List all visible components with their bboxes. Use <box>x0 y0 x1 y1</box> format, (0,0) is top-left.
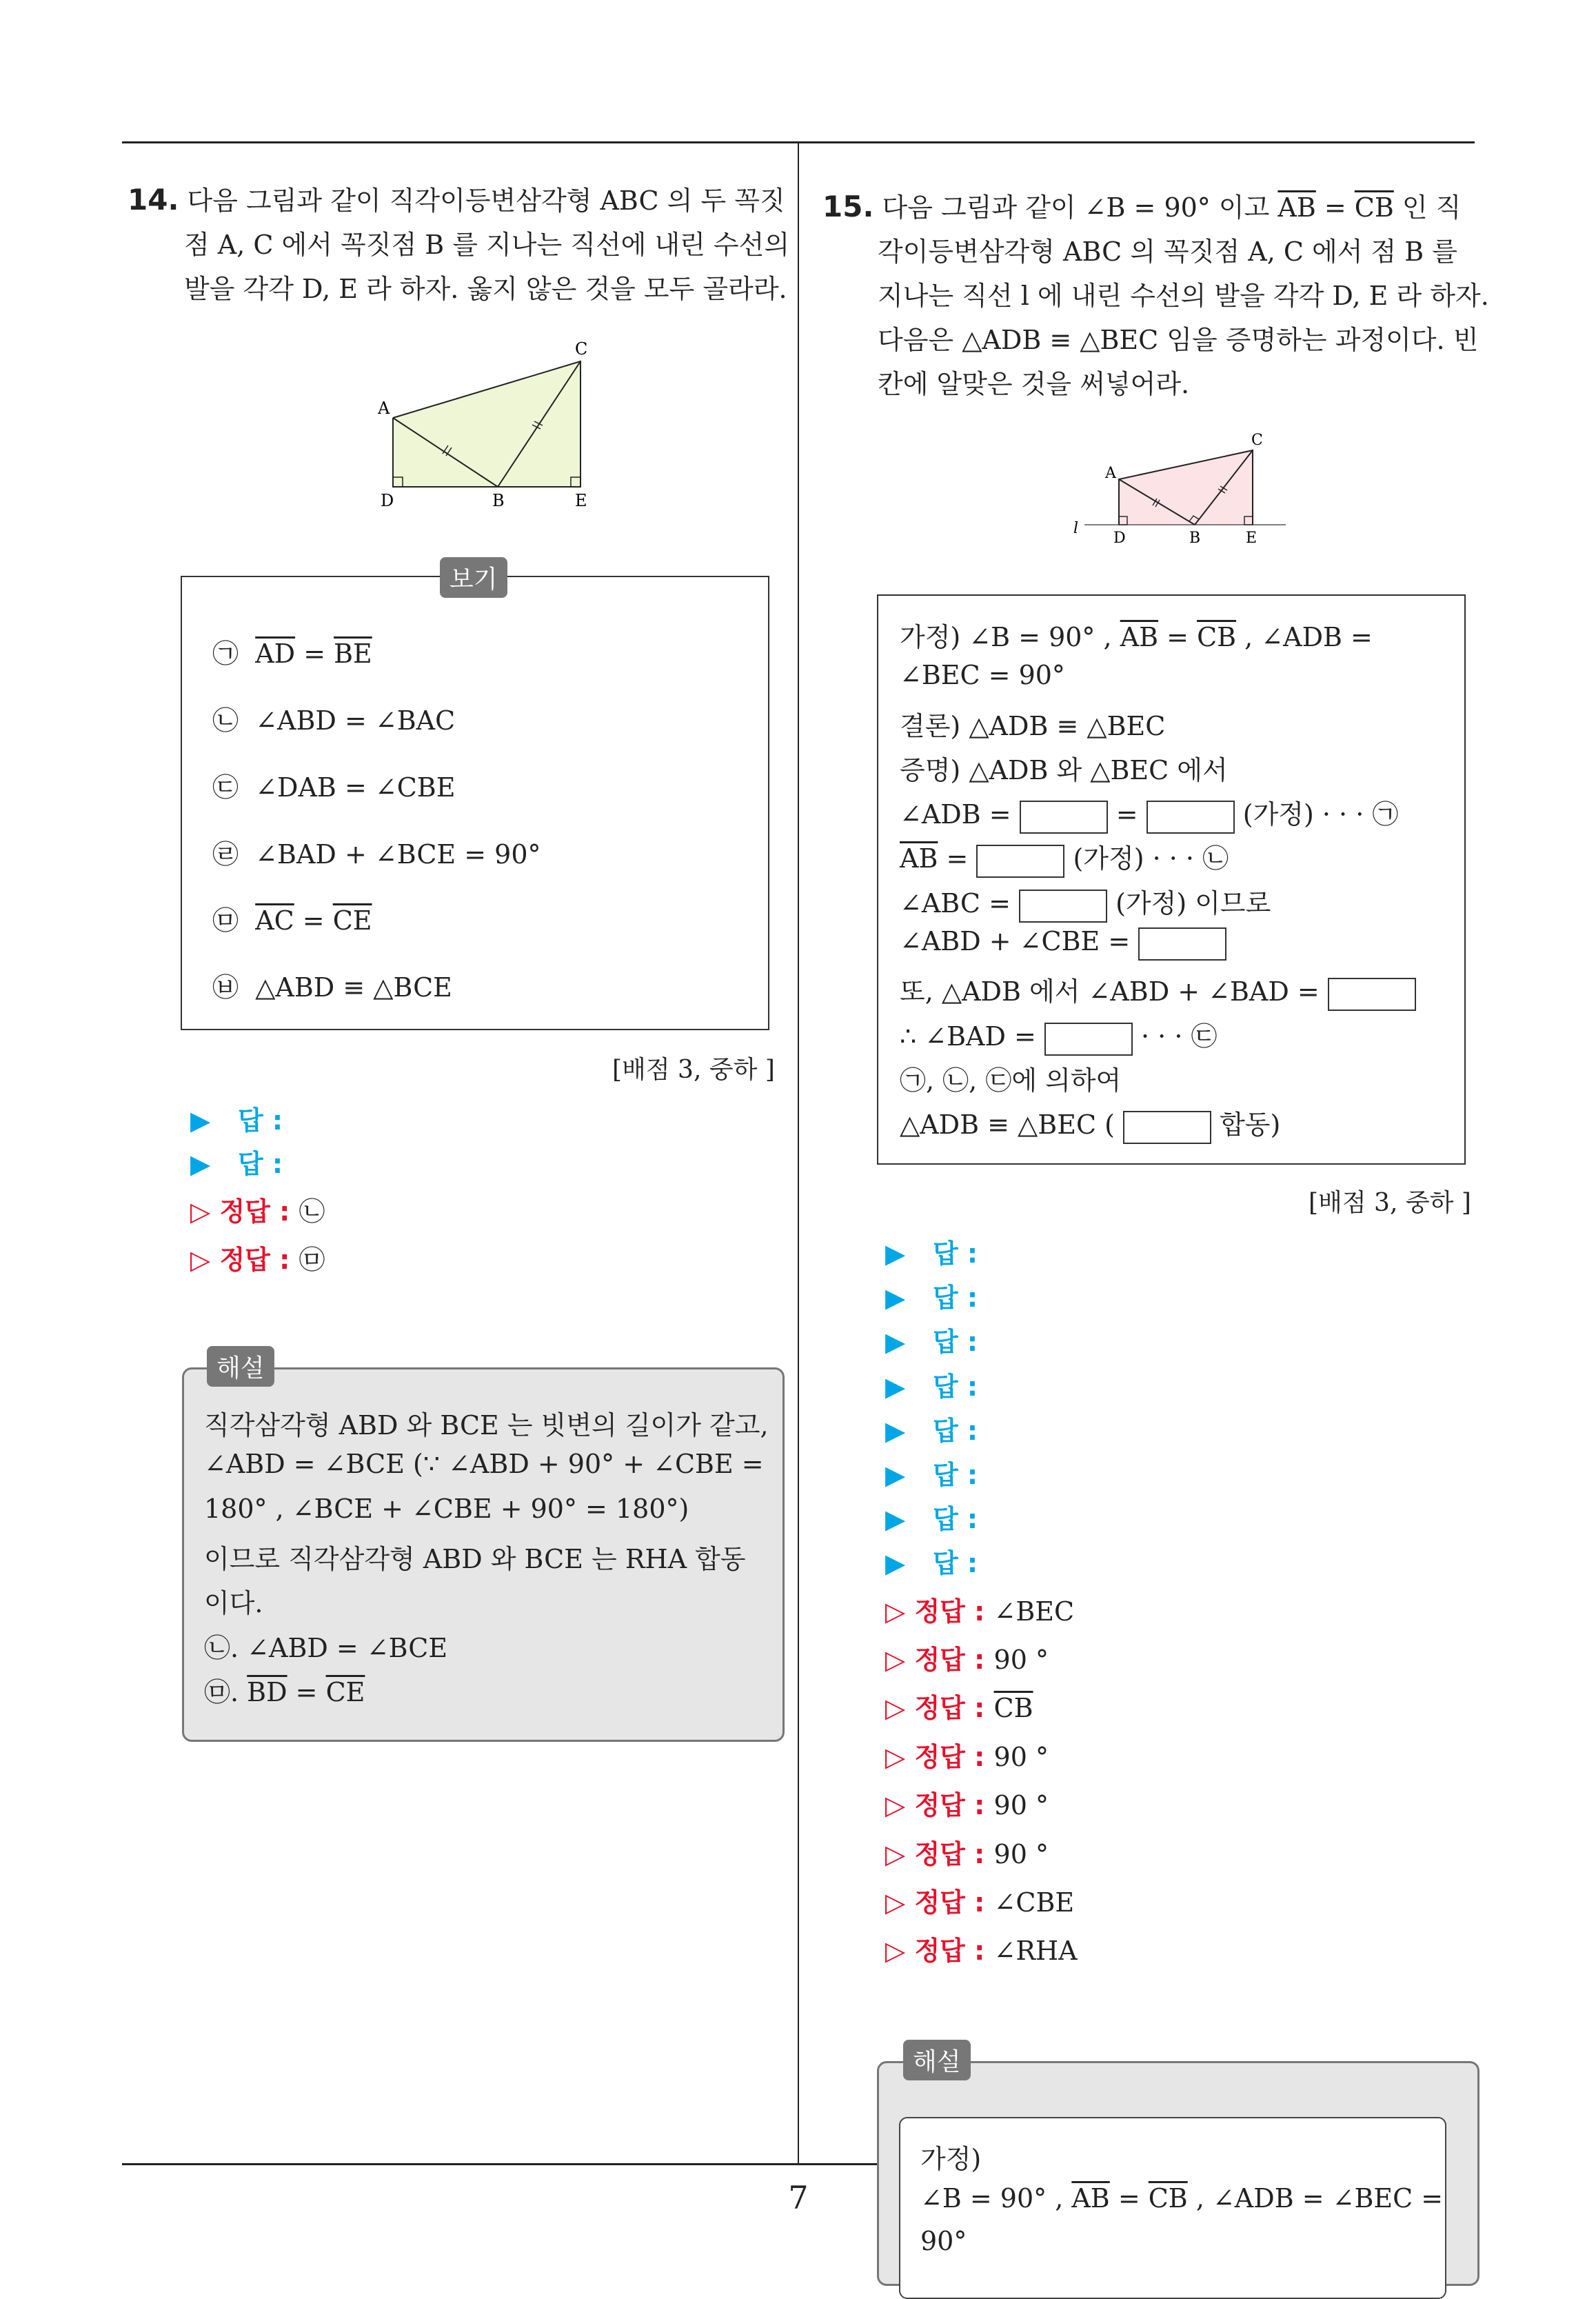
proof-line-9: 또, △ADB 에서 ∠ABD + ∠BAD = <box>900 970 1416 1011</box>
play-icon: ▶ <box>885 1548 906 1578</box>
option-4: ㉣ ∠BAD + ∠BCE = 90° <box>212 839 541 870</box>
play-icon: ▶ <box>885 1416 906 1446</box>
blank-box-1[interactable] <box>1020 801 1108 834</box>
score-label-15: [배점 3, 중하 ] <box>1309 1189 1471 1217</box>
correct-answer-15-2: ▷ 정답 : 90 ° <box>885 1645 1049 1675</box>
outline-triangle-icon: ▷ <box>885 1742 906 1772</box>
outline-triangle-icon: ▷ <box>885 1936 906 1966</box>
solution-line: 가정) <box>920 2144 982 2174</box>
solution-line: ㉡. ∠ABD = ∠BCE <box>204 1633 448 1663</box>
bogi-tag: 보기 <box>440 557 507 598</box>
solution-line: ∠ABD = ∠BCE (∵ ∠ABD + 90° + ∠CBE = <box>204 1449 764 1479</box>
solution-line: ∠B = 90° , $\overline{AB} = \overline{CB}$ , ∠ADB = ∠BEC = <box>920 2183 1444 2213</box>
solution-line: 90° <box>920 2226 967 2256</box>
outline-triangle-icon: ▷ <box>885 1645 906 1675</box>
question-15-line-4: 다음은 △ADB ≡ △BEC 임을 증명하는 과정이다. 빈 <box>878 325 1479 355</box>
blank-box-8[interactable] <box>1123 1111 1211 1144</box>
vertex-label-a: A <box>1105 465 1116 482</box>
blank-box-6[interactable] <box>1328 978 1416 1011</box>
vertex-label-a: A <box>378 399 390 418</box>
correct-answer-14-1: ▷ 정답 : ㉡ <box>190 1196 325 1227</box>
question-number: 15. <box>822 190 874 223</box>
play-icon: ▶ <box>885 1283 906 1313</box>
column-divider <box>798 143 799 2165</box>
vertex-label-c: C <box>575 339 588 359</box>
play-icon: ▶ <box>885 1372 906 1402</box>
correct-answer-15-6: ▷ 정답 : 90 ° <box>885 1839 1049 1869</box>
play-icon: ▶ <box>885 1327 906 1357</box>
vertex-label-b: B <box>1189 530 1201 547</box>
solution-tag-14: 해설 <box>207 1346 274 1387</box>
answer-field-15-7[interactable]: ▶ 답 : <box>885 1504 978 1534</box>
question-15-line-1: 15. 다음 그림과 같이 ∠B = 90° 이고 $\overline{AB} = \overline{CB}$ 인 직 <box>822 190 1462 223</box>
question-number: 14. <box>128 183 179 217</box>
proof-line-7: ∠ABC = (가정) 이므로 <box>900 882 1271 923</box>
blank-box-2[interactable] <box>1147 801 1235 834</box>
proof-line-12: △ADB ≡ △BEC ( 합동) <box>900 1103 1280 1144</box>
vertex-label-d: D <box>1113 530 1126 547</box>
answer-field-15-6[interactable]: ▶ 답 : <box>885 1460 978 1490</box>
score-label-14: [배점 3, 중하 ] <box>612 1056 775 1084</box>
triangle-figure-15 <box>1065 424 1300 548</box>
answer-field-15-2[interactable]: ▶ 답 : <box>885 1283 978 1313</box>
vertex-label-e: E <box>575 491 587 510</box>
question-15-line-2: 각이등변삼각형 ABC 의 꼭짓점 A, C 에서 점 B 를 <box>878 237 1458 267</box>
answer-field-15-3[interactable]: ▶ 답 : <box>885 1327 978 1357</box>
proof-line-3: 결론) △ADB ≡ △BEC <box>900 711 1166 741</box>
page-number: 7 <box>788 2179 809 2216</box>
question-15-line-5: 칸에 알맞은 것을 써넣어라. <box>878 369 1190 399</box>
proof-line-6: $\overline{AB}$ = (가정) · · · ㉡ <box>900 837 1229 878</box>
blank-box-4[interactable] <box>1019 890 1107 923</box>
solution-line: 180° , ∠BCE + ∠CBE + 90° = 180°) <box>204 1494 689 1524</box>
question-14-line-1: 14. 다음 그림과 같이 직각이등변삼각형 ABC 의 두 꼭짓 <box>128 183 785 217</box>
play-icon: ▶ <box>885 1238 906 1269</box>
question-15 <box>822 185 1489 406</box>
answer-field-15-1[interactable]: ▶ 답 : <box>885 1238 978 1269</box>
correct-answer-15-8: ▷ 정답 : ∠RHA <box>885 1936 1078 1966</box>
proof-line-2: ∠BEC = 90° <box>900 660 1065 690</box>
outline-triangle-icon: ▷ <box>885 1887 906 1918</box>
line-label-l: l <box>1073 520 1079 537</box>
answer-field-15-5[interactable]: ▶ 답 : <box>885 1416 978 1446</box>
play-icon: ▶ <box>190 1105 211 1136</box>
question-14 <box>128 178 789 311</box>
question-15-line-3: 지나는 직선 l 에 내린 수선의 발을 각각 D, E 라 하자. <box>878 281 1489 311</box>
option-3: ㉢ ∠DAB = ∠CBE <box>212 772 456 803</box>
option-1: ㉠ $\overline{AD} = \overline{BE}$ <box>212 639 372 669</box>
blank-box-3[interactable] <box>976 845 1064 878</box>
outline-triangle-icon: ▷ <box>885 1596 906 1627</box>
correct-answer-15-3: ▷ 정답 : $\overline{CB}$ <box>885 1693 1033 1723</box>
answer-field-15-8[interactable]: ▶ 답 : <box>885 1548 978 1578</box>
blank-box-5[interactable] <box>1138 927 1226 961</box>
answer-field-14-1[interactable]: ▶ 답 : <box>190 1105 283 1136</box>
vertex-label-b: B <box>492 491 505 510</box>
proof-line-11: ㉠, ㉡, ㉢에 의하여 <box>900 1065 1122 1096</box>
triangle-figure-14 <box>365 338 614 517</box>
question-14-line-3: 발을 각각 D, E 라 하자. 옳지 않은 것을 모두 골라라. <box>184 274 787 304</box>
question-14-line-2: 점 A, C 에서 꼭짓점 B 를 지나는 직선에 내린 수선의 <box>184 230 790 260</box>
play-icon: ▶ <box>190 1149 211 1179</box>
solution-line: 직각삼각형 ABD 와 BCE 는 빗변의 길이가 같고, <box>204 1410 769 1440</box>
correct-answer-15-5: ▷ 정답 : 90 ° <box>885 1790 1049 1820</box>
proof-line-8: ∠ABD + ∠CBE = <box>900 926 1226 961</box>
solution-line: 이다. <box>204 1588 263 1618</box>
correct-answer-14-2: ▷ 정답 : ㉤ <box>190 1245 325 1275</box>
play-icon: ▶ <box>885 1504 906 1534</box>
proof-line-1: 가정) ∠B = 90° , $\overline{AB} = \overline{CB}$ , ∠ADB = <box>900 622 1373 652</box>
outline-triangle-icon: ▷ <box>190 1196 211 1227</box>
correct-answer-15-7: ▷ 정답 : ∠CBE <box>885 1887 1075 1918</box>
play-icon: ▶ <box>885 1460 906 1490</box>
outline-triangle-icon: ▷ <box>885 1693 906 1723</box>
proof-line-4: 증명) △ADB 와 △BEC 에서 <box>900 755 1228 785</box>
option-5: ㉤ $\overline{AC} = \overline{CE}$ <box>212 905 372 936</box>
answer-field-15-4[interactable]: ▶ 답 : <box>885 1372 978 1402</box>
outline-triangle-icon: ▷ <box>190 1245 211 1275</box>
correct-answer-15-1: ▷ 정답 : ∠BEC <box>885 1596 1075 1627</box>
outline-triangle-icon: ▷ <box>885 1790 906 1820</box>
blank-box-7[interactable] <box>1044 1023 1133 1056</box>
proof-line-10: ∴ ∠BAD = · · · ㉢ <box>900 1015 1218 1056</box>
correct-answer-15-4: ▷ 정답 : 90 ° <box>885 1742 1049 1772</box>
solution-tag-15: 해설 <box>903 2040 971 2080</box>
option-2: ㉡ ∠ABD = ∠BAC <box>212 705 456 736</box>
vertex-label-d: D <box>381 491 394 510</box>
answer-field-14-2[interactable]: ▶ 답 : <box>190 1149 283 1179</box>
solution-line: 이므로 직각삼각형 ABD 와 BCE 는 RHA 합동 <box>204 1544 746 1574</box>
outline-triangle-icon: ▷ <box>885 1839 906 1869</box>
vertex-label-c: C <box>1251 432 1263 449</box>
option-6: ㉥ △ABD ≡ △BCE <box>212 972 452 1003</box>
solution-line: ㉤. $\overline{BD} = \overline{CE}$ <box>204 1677 365 1707</box>
proof-line-5: ∠ADB = = (가정) · · · ㉠ <box>900 793 1398 834</box>
vertex-label-e: E <box>1246 530 1257 547</box>
